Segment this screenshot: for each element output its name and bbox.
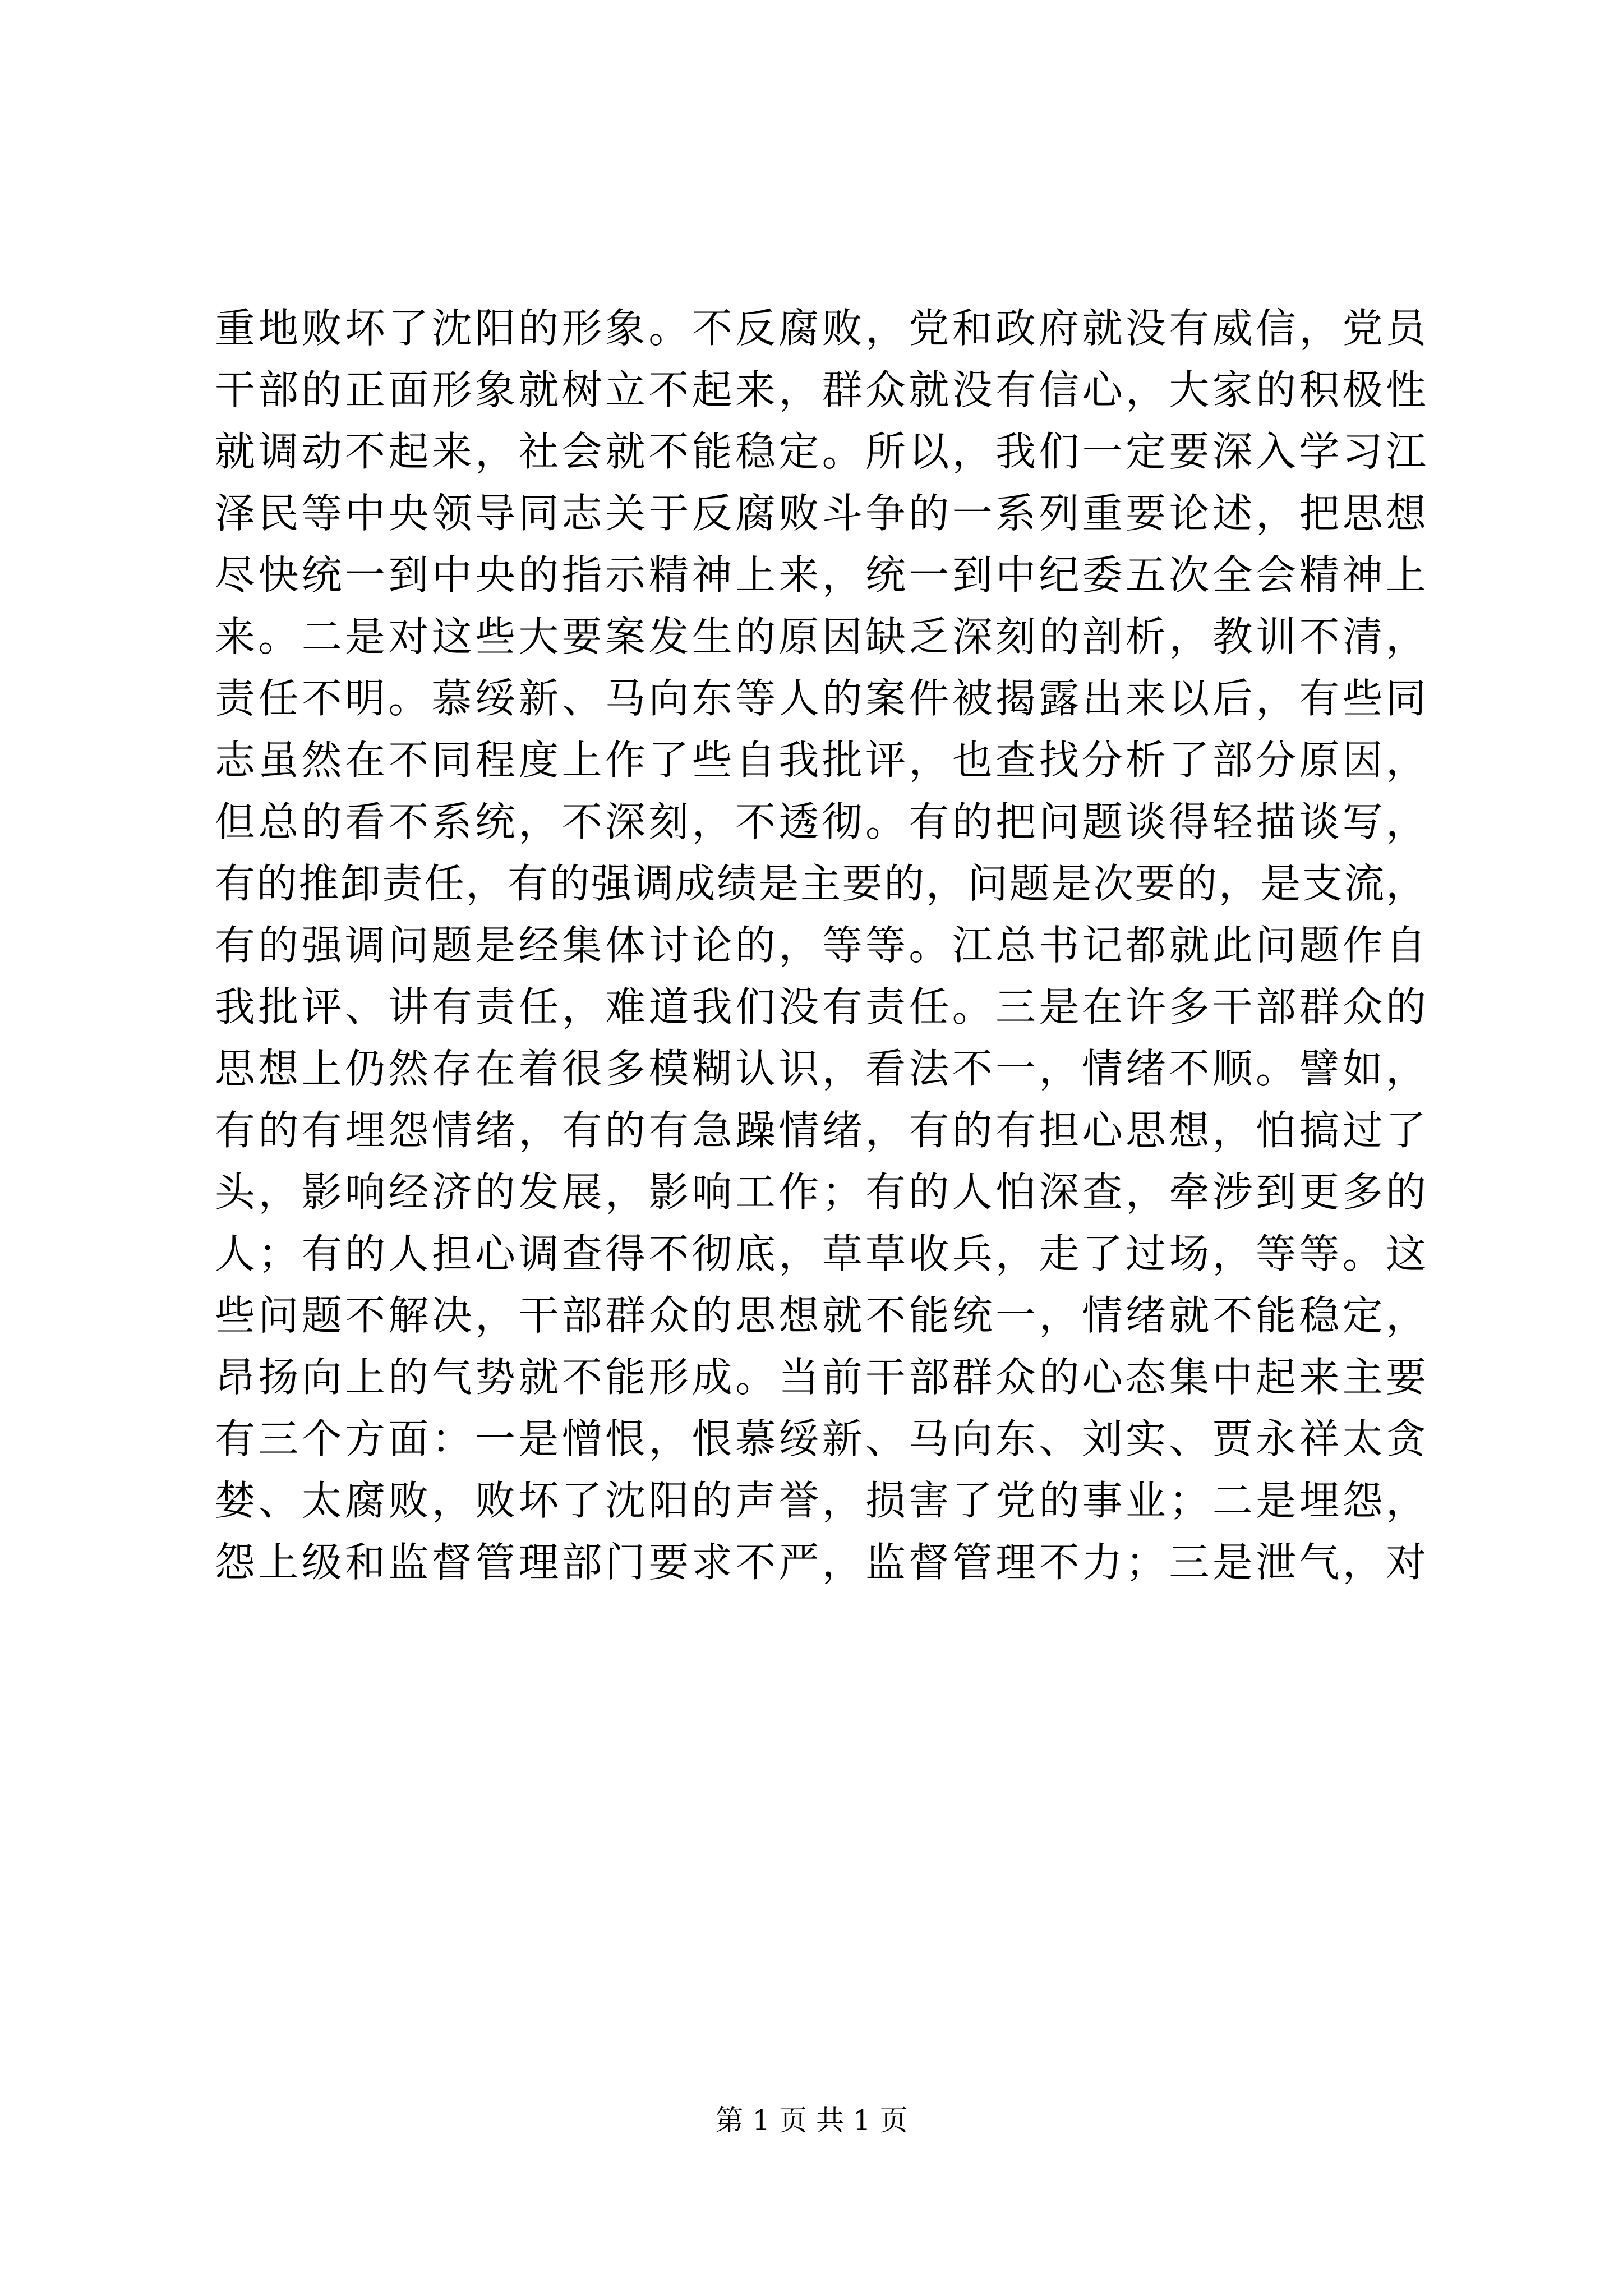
text-line: 有的有埋怨情绪，有的有急躁情绪，有的有担心思想，怕搞过了 [215, 1107, 1426, 1154]
text-line: 怨上级和监督管理部门要求不严，监督管理不力；三是泄气，对 [215, 1539, 1426, 1586]
text-line: 就调动不起来，社会就不能稳定。所以，我们一定要深入学习江 [215, 428, 1426, 475]
text-line: 来。二是对这些大要案发生的原因缺乏深刻的剖析，教训不清， [215, 613, 1426, 660]
text-line: 头，影响经济的发展，影响工作；有的人怕深查，牵涉到更多的 [215, 1168, 1426, 1216]
text-line: 我批评、讲有责任，难道我们没有责任。三是在许多干部群众的 [215, 983, 1426, 1030]
text-line: 些问题不解决，干部群众的思想就不能统一，情绪就不能稳定， [215, 1292, 1426, 1339]
text-line: 重地败坏了沈阳的形象。不反腐败，党和政府就没有威信，党员 [215, 305, 1426, 352]
text-line: 人；有的人担心调查得不彻底，草草收兵，走了过场，等等。这 [215, 1230, 1426, 1277]
text-line: 但总的看不系统，不深刻，不透彻。有的把问题谈得轻描谈写， [215, 798, 1426, 845]
text-line: 志虽然在不同程度上作了些自我批评，也查找分析了部分原因， [215, 737, 1426, 784]
text-line: 有的强调问题是经集体讨论的，等等。江总书记都就此问题作自 [215, 922, 1426, 969]
text-line: 有三个方面：一是憎恨，恨慕绥新、马向东、刘实、贾永祥太贪 [215, 1415, 1426, 1462]
page-number-footer: 第 1 页 共 1 页 [715, 2104, 908, 2137]
text-line: 干部的正面形象就树立不起来，群众就没有信心，大家的积极性 [215, 366, 1426, 413]
text-line: 尽快统一到中央的指示精神上来，统一到中纪委五次全会精神上 [215, 551, 1426, 599]
text-line: 昂扬向上的气势就不能形成。当前干部群众的心态集中起来主要 [215, 1354, 1426, 1401]
text-line: 有的推卸责任，有的强调成绩是主要的，问题是次要的，是支流， [215, 860, 1426, 907]
text-line: 思想上仍然存在着很多模糊认识，看法不一，情绪不顺。譬如， [215, 1045, 1426, 1092]
text-line: 泽民等中央领导同志关于反腐败斗争的一系列重要论述，把思想 [215, 490, 1426, 537]
text-line: 婪、太腐败，败坏了沈阳的声誉，损害了党的事业；二是埋怨， [215, 1477, 1426, 1524]
body-text [215, 297, 1426, 1593]
text-line: 责任不明。慕绥新、马向东等人的案件被揭露出来以后，有些同 [215, 675, 1426, 722]
